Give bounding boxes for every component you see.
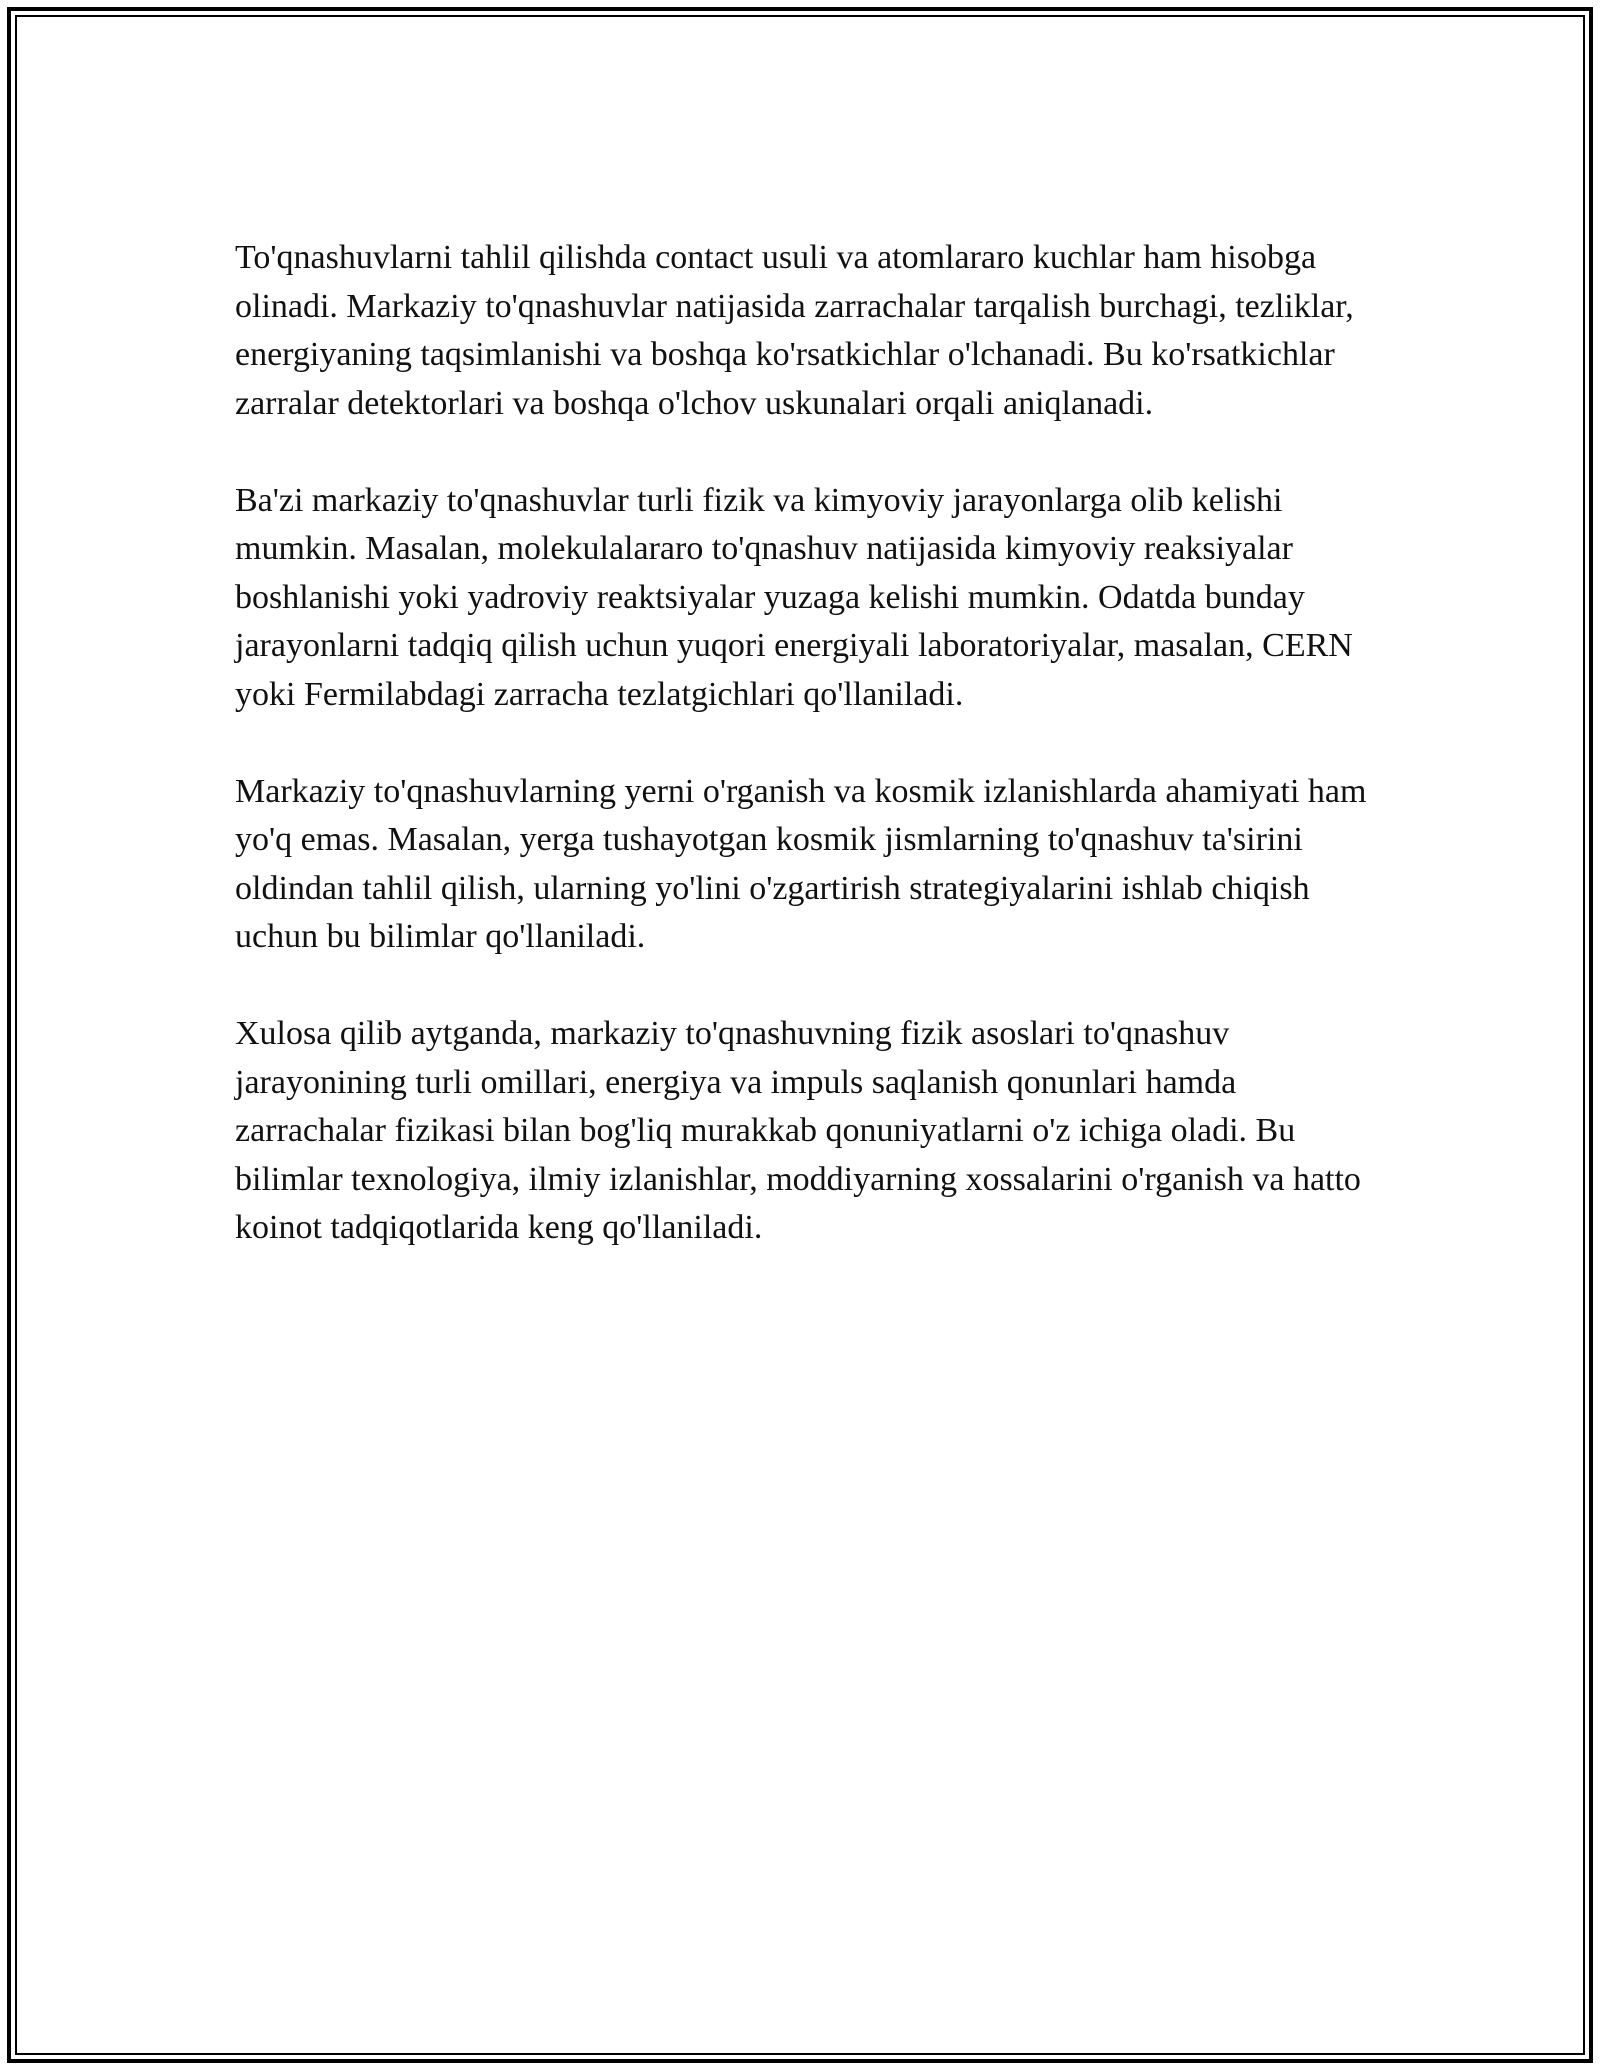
paragraph: Markaziy to'qnashuvlarning yerni o'rganish va kosmik izlanishlarda ahamiyati ham yo'q emas. Masalan, yerga tushayotgan kosmik jismlarning to'qnashuv ta'sirini oldindan tahlil qilish, ularning yo'lini o'zgartirish strategiyalarini ishlab chiqish uchun bu bilimlar qo'llaniladi.: [235, 772, 1367, 955]
document-body: [235, 234, 1395, 1253]
paragraph: To'qnashuvlarni tahlil qilishda contact usuli va atomlararo kuchlar ham hisobga olinadi. Markaziy to'qnashuvlar natijasida zarrachalar tarqalish burchagi, tezliklar, energiyaning taqsimlanishi va boshqa ko'rsatkichlar o'lchanadi. Bu ko'rsatkichlar zarralar detektorlari va boshqa o'lchov uskunalari orqali aniqlanadi.: [235, 239, 1354, 422]
paragraph: Ba'zi markaziy to'qnashuvlar turli fizik va kimyoviy jarayonlarga olib kelishi mumkin. Masalan, molekulalararo to'qnashuv natijasida kimyoviy reaksiyalar boshlanishi yoki yadroviy reaktsiyalar yuzaga kelishi mumkin. Odatda bunday jarayonlarni tadqiq qilish uchun yuqori energiyali laboratoriyalar, masalan, CERN yoki Fermilabdagi zarracha tezlatgichlari qo'llaniladi.: [235, 481, 1353, 713]
paragraph: Xulosa qilib aytganda, markaziy to'qnashuvning fizik asoslari to'qnashuv jarayonining turli omillari, energiya va impuls saqlanish qonunlari hamda zarrachalar fizikasi bilan bog'liq murakkab qonuniyatlarni o'z ichiga oladi. Bu bilimlar texnologiya, ilmiy izlanishlar, moddiyarning xossalarini o'rganish va hatto koinot tadqiqotlarida keng qo'llaniladi.: [235, 1015, 1361, 1246]
